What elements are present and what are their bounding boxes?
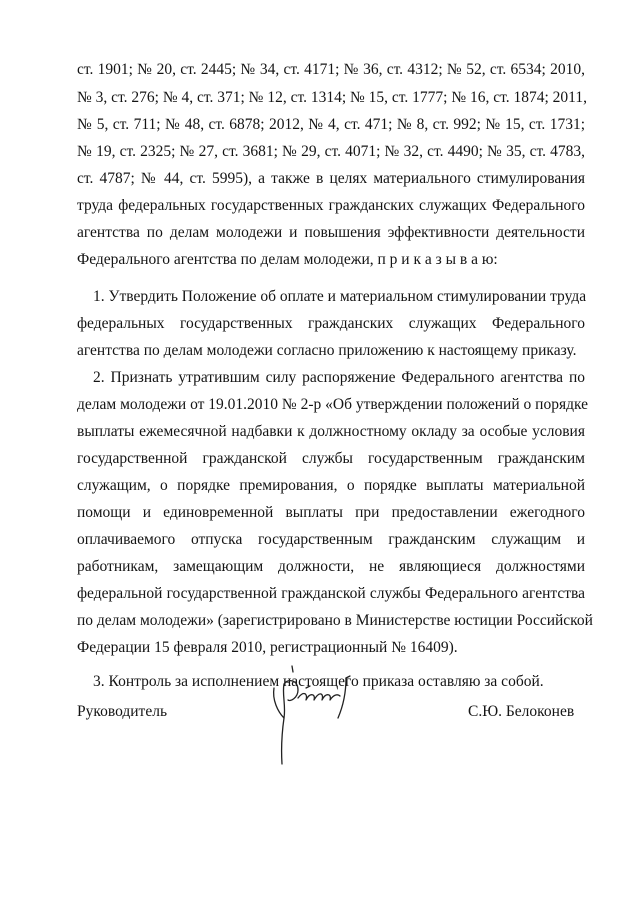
handwritten-signature bbox=[262, 660, 382, 780]
intro-line: агентства по делам молодежи и повышения эффективности деятельности bbox=[77, 224, 585, 241]
item-2-line: помощи и единовременной выплаты при предоставлении ежегодного bbox=[77, 504, 585, 521]
item-1-line: агентства по делам молодежи согласно приложению к настоящему приказу. bbox=[77, 342, 577, 359]
intro-line: № 19, ст. 2325; № 27, ст. 3681; № 29, ст. 4071; № 32, ст. 4490; № 35, ст. 4783, bbox=[77, 143, 585, 160]
item-2-line: делам молодежи от 19.01.2010 № 2-р «Об утверждении положений о порядке bbox=[77, 396, 588, 413]
position-label: Руководитель bbox=[77, 703, 168, 720]
item-2-line: Федерации 15 февраля 2010, регистрационный № 16409). bbox=[77, 639, 458, 656]
item-2-line: государственной гражданской службы государственным гражданским bbox=[77, 450, 585, 467]
intro-line: труда федеральных государственных гражданских служащих Федерального bbox=[77, 197, 585, 214]
item-1-line: 1. Утвердить Положение об оплате и материальном стимулировании труда bbox=[93, 288, 587, 305]
item-2-line: работникам, замещающим должности, не являющиеся должностями bbox=[77, 558, 585, 575]
item-2-line: 2. Признать утратившим силу распоряжение Федерального агентства по bbox=[93, 369, 585, 386]
intro-line: № 3, ст. 276; № 4, ст. 371; № 12, ст. 1314; № 15, ст. 1777; № 16, ст. 1874; 2011, bbox=[77, 89, 587, 106]
intro-line: ст. 1901; № 20, ст. 2445; № 34, ст. 4171; № 36, ст. 4312; № 52, ст. 6534; 2010, bbox=[77, 61, 585, 78]
item-2-line: оплачиваемого отпуска государственным гражданским служащим и bbox=[77, 531, 585, 548]
item-3-line: 3. Контроль за исполнением настоящего приказа оставляю за собой. bbox=[93, 673, 544, 690]
intro-line: Федерального агентства по делам молодежи, п р и к а з ы в а ю: bbox=[77, 251, 498, 268]
intro-line: № 5, ст. 711; № 48, ст. 6878; 2012, № 4, ст. 471; № 8, ст. 992; № 15, ст. 1731; bbox=[77, 116, 585, 133]
item-2-line: выплаты ежемесячной надбавки к должностному окладу за особые условия bbox=[77, 423, 585, 440]
item-1-line: федеральных государственных гражданских служащих Федерального bbox=[77, 315, 585, 332]
item-2-line: по делам молодежи» (зарегистрировано в Министерстве юстиции Российской bbox=[77, 612, 593, 629]
item-2-line: служащим, о порядке премирования, о порядке выплаты материальной bbox=[77, 477, 585, 494]
item-2-line: федеральной государственной гражданской службы Федерального агентства bbox=[77, 585, 585, 602]
intro-line: ст. 4787; № 44, ст. 5995), а также в целях материального стимулирования bbox=[77, 170, 585, 187]
signer-name: С.Ю. Белоконев bbox=[468, 703, 575, 720]
